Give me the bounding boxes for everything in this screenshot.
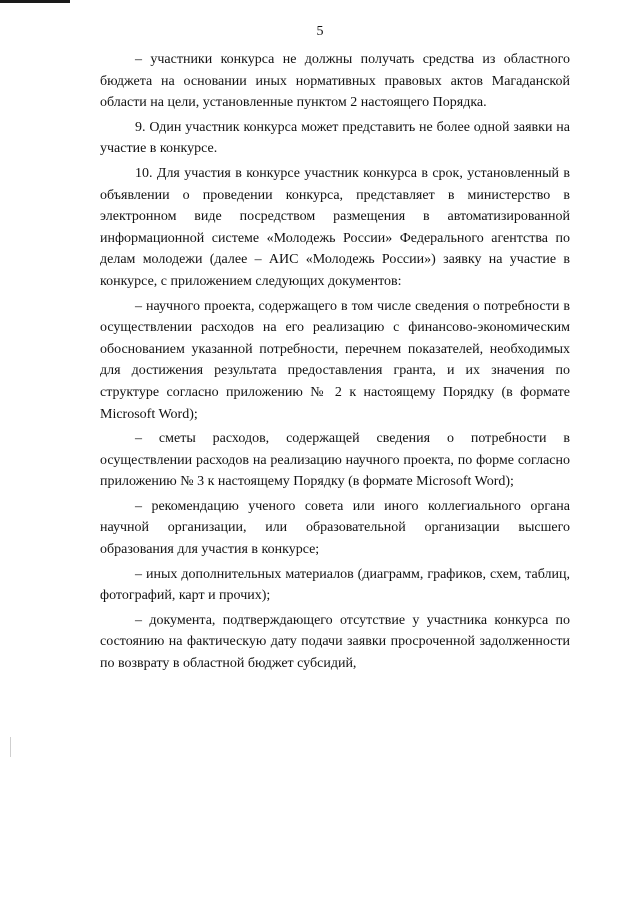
- scan-margin-mark: [10, 737, 11, 757]
- document-body: [100, 49, 570, 678]
- paragraph-item-10: 10. Для участия в конкурсе участник конкурса в срок, установленный в объявлении о проведении конкурса, представляет в министерство в электронном виде посредством размещения в автоматизированной информационной системе «Молодежь России» Федерального агентства по делам молодежи (далее – АИС «Молодежь России») заявку на участие в конкурсе, с приложением следующих документов:: [100, 165, 570, 289]
- paragraph-item-9: 9. Один участник конкурса может представить не более одной заявки на участие в конкурсе.: [100, 119, 570, 157]
- list-item-materials: – иных дополнительных материалов (диаграмм, графиков, схем, таблиц, фотографий, карт и прочих);: [100, 566, 570, 604]
- paragraph-restriction: – участники конкурса не должны получать средства из областного бюджета на основании иных нормативных правовых актов Магаданской области на цели, установленные пунктом 2 настоящего Порядка.: [100, 52, 570, 111]
- header-rule: [0, 0, 70, 3]
- page-number: 5: [316, 24, 324, 39]
- list-item-project: – научного проекта, содержащего в том числе сведения о потребности в осуществлении расходов на его реализацию с финансово-экономическим обоснованием указанной потребности, перечнем показателей, необходимых для достижения результата предоставления гранта, и их значения по структуре согласно приложению № 2 к настоящему Порядку (в формате Microsoft Word);: [100, 298, 570, 422]
- list-item-recommendation: – рекомендацию ученого совета или иного коллегиального органа научной организации, или образовательной организации высшего образования для участия в конкурсе;: [100, 498, 570, 558]
- list-item-debt-document: – документа, подтверждающего отсутствие у участника конкурса по состоянию на фактическую дату подачи заявки просроченной задолженности по возврату в областной бюджет субсидий,: [100, 612, 570, 672]
- list-item-estimate: – сметы расходов, содержащей сведения о потребности в осуществлении расходов на реализацию научного проекта, по форме согласно приложению № 3 к настоящему Порядку (в формате Microsoft Word);: [100, 431, 570, 490]
